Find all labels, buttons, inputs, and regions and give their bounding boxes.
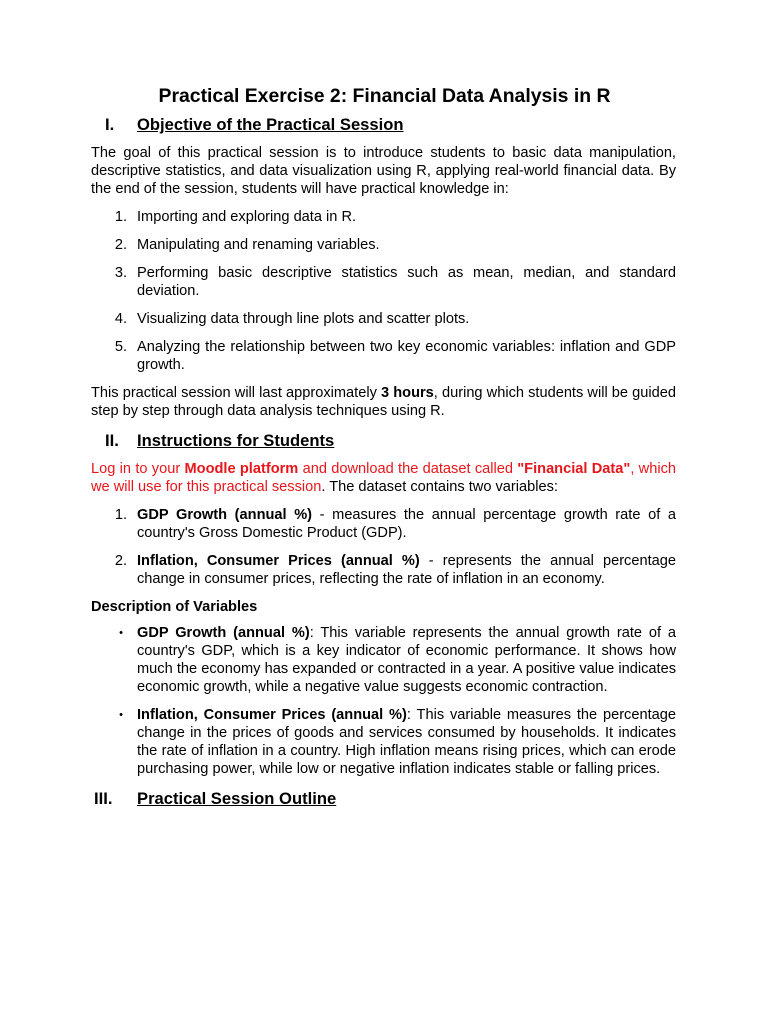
moodle-platform-text: Moodle platform (184, 461, 299, 477)
bullet-item (91, 706, 676, 778)
list-item (91, 310, 676, 328)
dataset-name: "Financial Data" (517, 461, 631, 477)
list-item-text: Analyzing the relationship between two key economic variables: inflation and GDP growth. (137, 339, 676, 373)
variable-desc: : This variable represents the annual growth rate of a country's GDP, which is a key indicator of economic performance. It shows how much the economy has expanded or contracted in a year. A positive value indicates economic growth, while a negative value suggests economic contraction. (137, 625, 676, 695)
list-item (91, 208, 676, 226)
list-marker: 5. (114, 339, 127, 355)
list-marker: 3. (114, 265, 127, 281)
bullet-marker: • (119, 627, 123, 639)
list-marker: 1. (114, 209, 127, 225)
list-item-text (137, 506, 676, 542)
login-text: Log in to your (91, 461, 185, 477)
variable-desc: - measures the annual percentage growth rate of a country's Gross Domestic Product (GDP). (137, 507, 676, 541)
list-item (91, 236, 676, 254)
variable-name: Inflation, Consumer Prices (annual %) (137, 707, 407, 723)
section-heading-objective (91, 114, 676, 136)
list-item (91, 264, 676, 300)
login-paragraph (91, 460, 676, 496)
bullet-item-text (137, 706, 676, 778)
duration-paragraph (91, 384, 676, 420)
section-heading-instructions (91, 430, 676, 452)
list-marker: 2. (114, 553, 127, 569)
list-item-text: Performing basic descriptive statistics such as mean, median, and standard deviation. (137, 265, 676, 299)
list-item-text: Importing and exploring data in R. (137, 209, 357, 225)
section-number: I. (105, 115, 115, 134)
list-item (91, 338, 676, 374)
list-item (91, 506, 676, 542)
login-text: and download the dataset called (298, 461, 518, 477)
duration-text-end: , during which students will be guided step by step through data analysis techniques using R. (91, 385, 676, 419)
login-text: , which we will use for this practical session (91, 461, 676, 495)
list-item-text: Visualizing data through line plots and scatter plots. (137, 311, 470, 327)
variable-desc: - represents the annual percentage change in consumer prices, reflecting the rate of inflation in an economy. (137, 553, 676, 587)
bullet-item-text (137, 624, 676, 696)
section-number: III. (94, 789, 113, 808)
list-item (91, 552, 676, 588)
variable-name: GDP Growth (annual %) (137, 625, 310, 641)
section-heading-outline (91, 788, 676, 810)
variable-desc: : This variable measures the percentage change in the prices of goods and services consumed by households. It indicates the rate of inflation in a country. High inflation means rising prices, which can erode purchasing power, while low or negative inflation indicates stable or falling prices. (137, 707, 676, 777)
objective-intro: The goal of this practical session is to introduce students to basic data manipulation, descriptive statistics, and data visualization using R, applying real-world financial data. By the end of the session, students will have practical knowledge in: (91, 145, 676, 197)
list-marker: 1. (114, 507, 127, 523)
list-marker: 2. (114, 237, 127, 253)
section-title: Practical Session Outline (137, 789, 337, 808)
list-marker: 4. (114, 311, 127, 327)
section-title: Objective of the Practical Session (137, 115, 404, 134)
document-title: Practical Exercise 2: Financial Data Analysis in R (158, 85, 611, 107)
section-title: Instructions for Students (137, 431, 335, 450)
duration-text: This practical session will last approximately (91, 385, 381, 401)
section-number: II. (105, 431, 119, 450)
variable-name: Inflation, Consumer Prices (annual %) (137, 553, 420, 569)
variable-name: GDP Growth (annual %) (137, 507, 313, 523)
bullet-item (91, 624, 676, 696)
bullet-marker: • (119, 709, 123, 721)
list-item-text (137, 552, 676, 588)
dataset-info-text: . The dataset contains two variables: (321, 479, 558, 495)
duration-value: 3 hours (381, 385, 434, 401)
list-item-text: Manipulating and renaming variables. (137, 237, 380, 253)
description-heading: Description of Variables (91, 599, 258, 615)
